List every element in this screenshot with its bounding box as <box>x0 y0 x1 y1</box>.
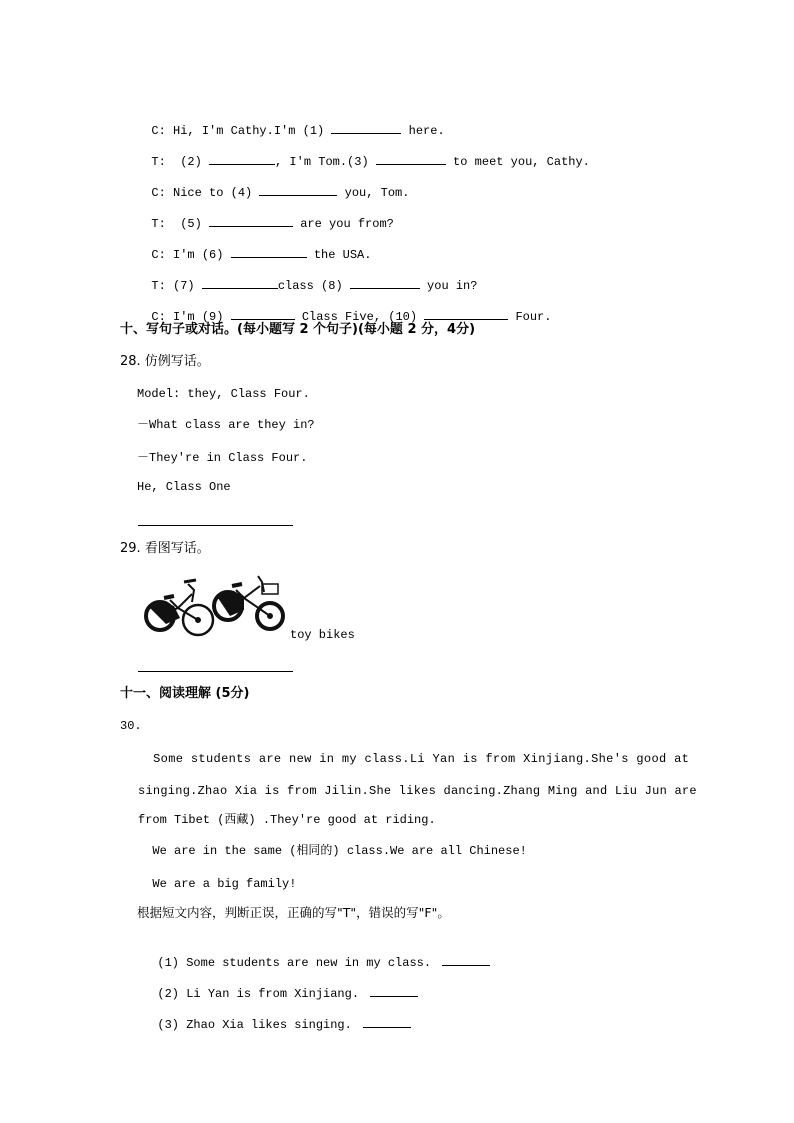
dialogue-text: (5) <box>180 217 210 231</box>
speaker-label: T: <box>151 217 166 231</box>
q29-caption: toy bikes <box>290 628 355 642</box>
item-text: (2) Li Yan is from Xinjiang. <box>157 987 367 1001</box>
blank-8[interactable] <box>350 276 420 289</box>
q30-instruction: 根据短文内容，判断正误，正确的写"T"，错误的写"F"。 <box>137 905 450 920</box>
speaker-label: T: <box>151 279 166 293</box>
section-11-heading: 十一、阅读理解 (5分) <box>120 686 250 701</box>
q30-passage-line-3: from Tibet (西藏) .They're good at riding. <box>138 813 436 827</box>
q28-prompt: He, Class One <box>137 480 231 494</box>
dialogue-text: class (8) <box>277 279 350 293</box>
blank-6[interactable] <box>231 245 307 258</box>
blank-9[interactable] <box>231 307 295 320</box>
q28-answer-line[interactable] <box>138 525 293 526</box>
speaker-label: T: <box>151 155 166 169</box>
speaker-label: C: <box>151 186 166 200</box>
q30-item-1 <box>143 937 490 971</box>
speaker-label: C: <box>151 124 166 138</box>
q30-passage-line-1: Some students are new in my class.Li Yan is from Xinjiang.She's good at <box>138 752 690 766</box>
dialogue-line-4 <box>137 198 394 232</box>
q28-model: Model: they, Class Four. <box>137 387 310 401</box>
dialogue-line-7 <box>137 291 551 325</box>
q30-item-2 <box>143 968 418 1002</box>
blank-4[interactable] <box>259 183 337 196</box>
dialogue-text: Four. <box>508 310 552 324</box>
speaker-label: C: <box>151 248 166 262</box>
dialogue-text: you in? <box>419 279 478 293</box>
dialogue-line-6 <box>137 260 477 294</box>
dialogue-text: (2) <box>180 155 210 169</box>
dialogue-text: Nice to (4) <box>173 186 260 200</box>
blank-7[interactable] <box>202 276 278 289</box>
q30-passage-line-5: We are a big family! <box>138 877 297 891</box>
dialogue-text: Class Five, (10) <box>294 310 425 324</box>
question-28-title: 28. 仿例写话。 <box>120 354 210 369</box>
blank-1[interactable] <box>331 121 401 134</box>
q29-answer-line[interactable] <box>138 671 293 672</box>
section-10-heading: 十、写句子或对话。(每小题写 2 个句子)(每小题 2 分，4分) <box>120 322 476 337</box>
item-text: (3) Zhao Xia likes singing. <box>157 1018 360 1032</box>
dialogue-text: to meet you, Cathy. <box>445 155 590 169</box>
q28-model-answer: －They're in Class Four. <box>137 451 308 465</box>
blank-5[interactable] <box>209 214 293 227</box>
q30-item-3 <box>143 999 411 1033</box>
dialogue-text: I'm (6) <box>173 248 231 262</box>
q30-item-1-blank[interactable] <box>442 953 490 966</box>
blank-2[interactable] <box>209 152 275 165</box>
question-30-number: 30. <box>120 719 142 733</box>
dialogue-text: (7) <box>173 279 202 293</box>
dialogue-text: you, Tom. <box>337 186 410 200</box>
dialogue-text: Hi, I'm Cathy.I'm (1) <box>173 124 332 138</box>
dialogue-text: here. <box>401 124 445 138</box>
dialogue-line-2 <box>137 136 590 170</box>
item-text: (1) Some students are new in my class. <box>157 956 439 970</box>
dialogue-text: the USA. <box>306 248 372 262</box>
q30-passage-line-4: We are in the same (相同的) class.We are all Chinese! <box>138 844 527 858</box>
dialogue-line-3 <box>137 167 409 201</box>
toy-bikes-image <box>140 572 288 638</box>
dialogue-text: are you from? <box>293 217 394 231</box>
q30-item-2-blank[interactable] <box>370 984 418 997</box>
q30-item-3-blank[interactable] <box>363 1015 411 1028</box>
speaker-label: C: <box>151 310 166 324</box>
dialogue-text: I'm (9) <box>173 310 231 324</box>
dialogue-text: , I'm Tom.(3) <box>275 155 376 169</box>
blank-10[interactable] <box>424 307 508 320</box>
question-29-title: 29. 看图写话。 <box>120 541 210 556</box>
blank-3[interactable] <box>376 152 446 165</box>
dialogue-line-1 <box>137 105 445 139</box>
q28-model-question: －What class are they in? <box>137 418 315 432</box>
q30-passage-line-2: singing.Zhao Xia is from Jilin.She likes dancing.Zhang Ming and Liu Jun are <box>138 784 697 798</box>
dialogue-line-5 <box>137 229 371 263</box>
